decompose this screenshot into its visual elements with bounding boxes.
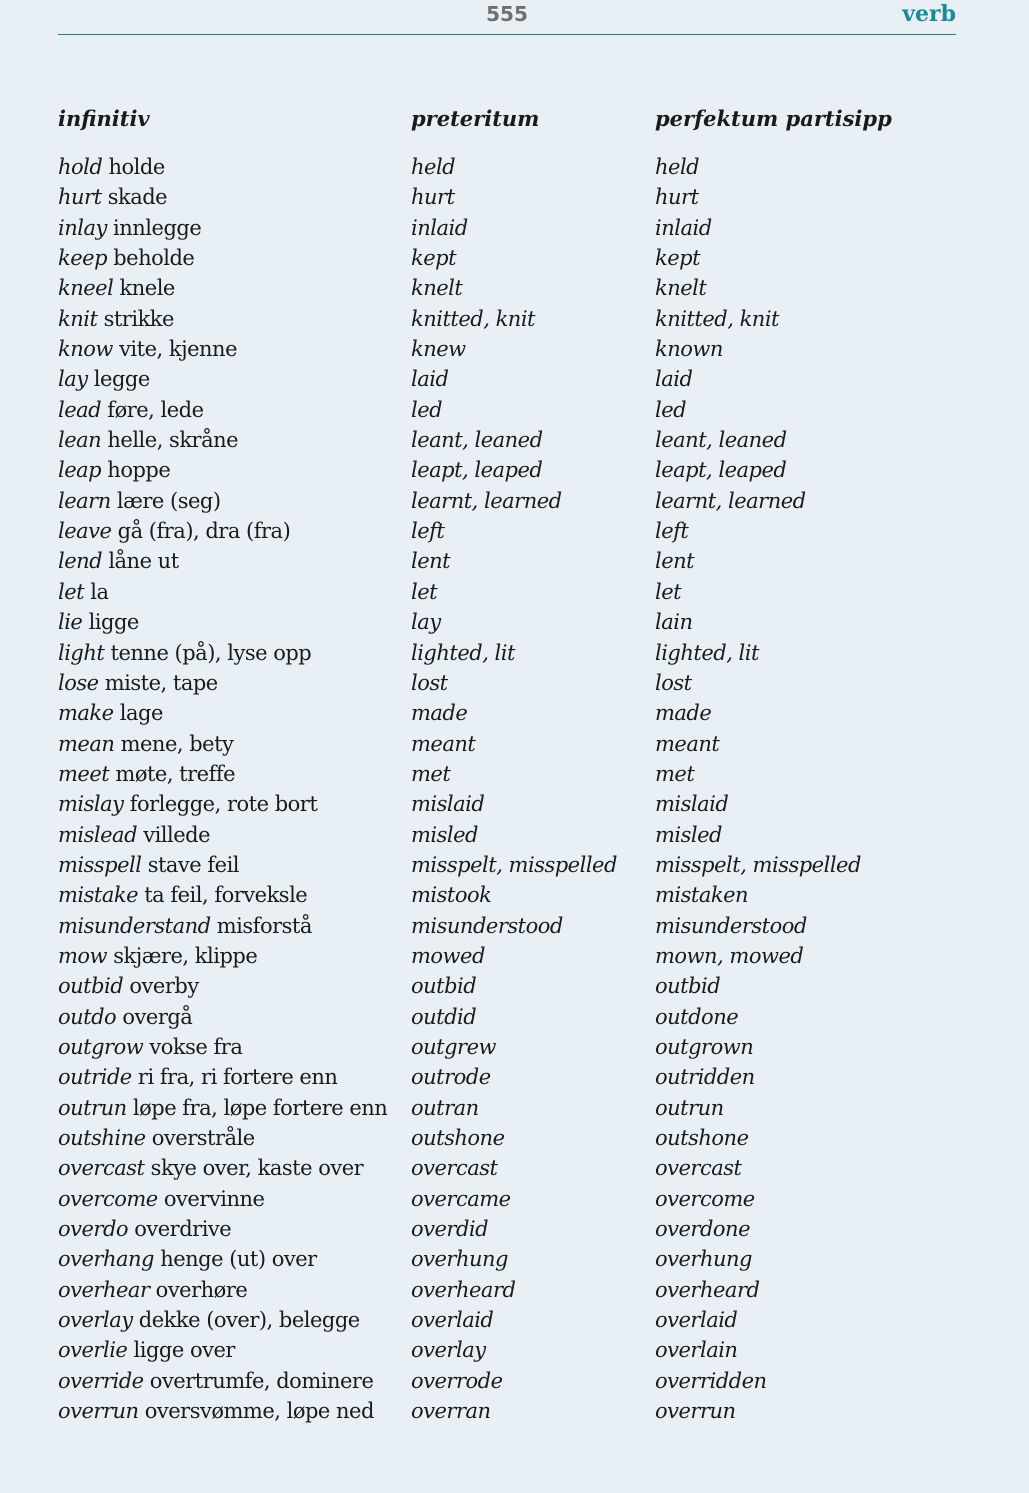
infinitive-cell [58, 273, 175, 303]
past-participle-cell: let [655, 579, 682, 604]
norwegian-translation: stave feil [147, 852, 240, 877]
english-infinitive: hold [58, 155, 103, 179]
norwegian-translation: overhøre [155, 1277, 248, 1302]
past-participle-cell: hurt [655, 185, 699, 210]
infinitive-cell [58, 668, 218, 698]
english-infinitive: mislay [58, 792, 124, 817]
verb-row [0, 425, 1029, 455]
norwegian-translation: helle, skråne [107, 428, 239, 453]
infinitive-cell [58, 1093, 387, 1123]
preterite-cell: outrode [411, 1065, 491, 1090]
preterite-cell: made [411, 701, 468, 726]
infinitive-cell [58, 820, 210, 850]
preterite-cell: misspelt, misspelled [411, 852, 617, 877]
verb-row [0, 971, 1029, 1001]
verb-row [0, 698, 1029, 728]
verb-row [0, 1123, 1029, 1153]
infinitive-cell [58, 395, 204, 425]
infinitive-cell [58, 486, 221, 516]
infinitive-cell [58, 607, 139, 637]
english-infinitive: outbid [58, 974, 124, 999]
past-participle-cell: held [655, 155, 700, 179]
english-infinitive: kneel [58, 276, 114, 301]
preterite-cell: leant, leaned [411, 428, 543, 453]
english-infinitive: lay [58, 367, 88, 392]
english-infinitive: override [58, 1368, 144, 1393]
preterite-cell: met [411, 761, 451, 786]
norwegian-translation: overvinne [163, 1186, 265, 1211]
infinitive-cell [58, 213, 201, 243]
norwegian-translation: skye over, kaste over [150, 1156, 364, 1181]
infinitive-cell [58, 1214, 231, 1244]
english-infinitive: outride [58, 1065, 132, 1090]
english-infinitive: inlay [58, 215, 107, 240]
page-number: 555 [486, 2, 528, 26]
verb-row [0, 1062, 1029, 1092]
preterite-cell: mistook [411, 883, 492, 908]
norwegian-translation: ri fra, ri fortere enn [137, 1065, 338, 1090]
preterite-cell: overdid [411, 1217, 489, 1242]
preterite-cell: kept [411, 246, 457, 271]
infinitive-cell [58, 638, 311, 668]
verb-row [0, 577, 1029, 607]
past-participle-cell: outshone [655, 1126, 749, 1150]
verb-row [0, 638, 1029, 668]
past-participle-cell: meant [655, 731, 720, 756]
norwegian-translation: lære (seg) [116, 488, 221, 513]
past-participle-cell: knitted, knit [655, 306, 779, 331]
past-participle-cell: overhung [655, 1247, 752, 1272]
preterite-cell: overrode [411, 1368, 503, 1393]
english-infinitive: make [58, 701, 114, 726]
norwegian-translation: forlegge, rote bort [129, 792, 318, 817]
infinitive-cell [58, 1366, 373, 1396]
preterite-cell: knelt [411, 276, 463, 301]
infinitive-cell [58, 304, 174, 334]
norwegian-translation: overstråle [151, 1126, 255, 1150]
past-participle-cell: leant, leaned [655, 428, 787, 453]
norwegian-translation: la [90, 579, 109, 604]
english-infinitive: mow [58, 943, 108, 968]
english-infinitive: lend [58, 549, 103, 574]
norwegian-translation: oversvømme, løpe ned [144, 1399, 374, 1424]
preterite-cell: leapt, leaped [411, 458, 543, 483]
preterite-cell: misled [411, 822, 478, 847]
preterite-cell: overhung [411, 1247, 508, 1272]
english-infinitive: leave [58, 519, 112, 544]
past-participle-cell: led [655, 397, 687, 422]
verb-row [0, 304, 1029, 334]
preterite-cell: held [411, 155, 456, 179]
infinitive-cell [58, 941, 257, 971]
preterite-cell: overran [411, 1399, 491, 1424]
norwegian-translation: møte, treffe [115, 761, 236, 786]
english-infinitive: know [58, 337, 113, 362]
infinitive-cell [58, 698, 163, 728]
preterite-cell: inlaid [411, 215, 468, 240]
infinitive-cell [58, 455, 170, 485]
past-participle-cell: mislaid [655, 792, 729, 817]
verb-row [0, 1214, 1029, 1244]
norwegian-translation: villede [143, 822, 211, 847]
past-participle-cell: knelt [655, 276, 707, 301]
norwegian-translation: føre, lede [107, 397, 204, 422]
norwegian-translation: gå (fra), dra (fra) [117, 519, 291, 544]
past-participle-cell: left [655, 519, 689, 544]
past-participle-cell: overrun [655, 1399, 736, 1424]
preterite-cell: mowed [411, 943, 485, 968]
infinitive-cell [58, 1153, 363, 1183]
column-header-past-participle: perfektum partisipp [655, 106, 892, 131]
infinitive-cell [58, 1305, 360, 1335]
past-participle-cell: learnt, learned [655, 488, 806, 513]
column-header-preterite: preteritum [411, 106, 540, 131]
preterite-cell: lost [411, 670, 448, 695]
past-participle-cell: mown, mowed [655, 943, 804, 968]
section-label: verb [902, 1, 956, 27]
verb-row [0, 607, 1029, 637]
verb-row [0, 213, 1029, 243]
verb-row [0, 668, 1029, 698]
preterite-cell: outdid [411, 1004, 477, 1029]
verb-row [0, 395, 1029, 425]
preterite-cell: knitted, knit [411, 306, 535, 331]
norwegian-translation: ligge over [133, 1338, 235, 1363]
verb-row [0, 1305, 1029, 1335]
verb-row [0, 850, 1029, 880]
norwegian-translation: miste, tape [104, 670, 218, 695]
infinitive-cell [58, 1032, 242, 1062]
verb-row [0, 1184, 1029, 1214]
verb-row [0, 911, 1029, 941]
past-participle-cell: lost [655, 670, 692, 695]
norwegian-translation: ligge [88, 610, 139, 635]
norwegian-translation: vokse fra [149, 1034, 243, 1059]
verb-row [0, 759, 1029, 789]
english-infinitive: overhang [58, 1247, 154, 1272]
preterite-cell: outgrew [411, 1034, 496, 1059]
verb-row [0, 1032, 1029, 1062]
infinitive-cell [58, 243, 194, 273]
past-participle-cell: misspelt, misspelled [655, 852, 861, 877]
past-participle-cell: met [655, 761, 695, 786]
preterite-cell: laid [411, 367, 449, 392]
infinitive-cell [58, 729, 233, 759]
verb-row [0, 182, 1029, 212]
norwegian-translation: skade [107, 185, 168, 210]
preterite-cell: lent [411, 549, 451, 574]
past-participle-cell: inlaid [655, 215, 712, 240]
preterite-cell: overlaid [411, 1308, 494, 1333]
past-participle-cell: overcome [655, 1186, 755, 1211]
verb-row [0, 941, 1029, 971]
norwegian-translation: misforstå [216, 913, 312, 938]
past-participle-cell: overlaid [655, 1308, 738, 1333]
verb-row [0, 243, 1029, 273]
english-infinitive: overrun [58, 1399, 139, 1424]
verb-row [0, 1093, 1029, 1123]
english-infinitive: mislead [58, 822, 138, 847]
english-infinitive: light [58, 640, 105, 665]
infinitive-cell [58, 364, 150, 394]
preterite-cell: meant [411, 731, 476, 756]
preterite-cell: learnt, learned [411, 488, 562, 513]
norwegian-translation: tenne (på), lyse opp [110, 640, 312, 665]
infinitive-cell [58, 759, 235, 789]
infinitive-cell [58, 334, 237, 364]
past-participle-cell: outrun [655, 1095, 724, 1120]
english-infinitive: outrun [58, 1095, 127, 1120]
norwegian-translation: overdrive [134, 1217, 232, 1242]
english-infinitive: lead [58, 397, 102, 422]
preterite-cell: overcame [411, 1186, 511, 1211]
infinitive-cell [58, 1244, 317, 1274]
preterite-cell: overcast [411, 1156, 498, 1181]
past-participle-cell: misled [655, 822, 722, 847]
infinitive-cell [58, 152, 165, 182]
infinitive-cell [58, 1002, 192, 1032]
english-infinitive: overhear [58, 1277, 150, 1302]
verb-row [0, 1335, 1029, 1365]
verb-row [0, 820, 1029, 850]
infinitive-cell [58, 1184, 264, 1214]
norwegian-translation: henge (ut) over [160, 1247, 317, 1272]
verb-row [0, 789, 1029, 819]
past-participle-cell: misunderstood [655, 913, 807, 938]
preterite-cell: let [411, 579, 438, 604]
past-participle-cell: made [655, 701, 712, 726]
verb-row [0, 273, 1029, 303]
preterite-cell: mislaid [411, 792, 485, 817]
verb-row [0, 1153, 1029, 1183]
english-infinitive: overlie [58, 1338, 128, 1363]
norwegian-translation: legge [93, 367, 150, 392]
infinitive-cell [58, 516, 290, 546]
english-infinitive: learn [58, 488, 111, 513]
infinitive-cell [58, 1396, 374, 1426]
english-infinitive: overdo [58, 1217, 129, 1242]
norwegian-translation: beholde [113, 246, 195, 271]
preterite-cell: left [411, 519, 445, 544]
past-participle-cell: kept [655, 246, 701, 271]
preterite-cell: knew [411, 337, 466, 362]
english-infinitive: lean [58, 428, 102, 453]
preterite-cell: overlay [411, 1338, 486, 1363]
english-infinitive: hurt [58, 185, 102, 210]
norwegian-translation: låne ut [108, 549, 179, 574]
verb-row [0, 1244, 1029, 1274]
norwegian-translation: dekke (over), belegge [138, 1308, 360, 1333]
norwegian-translation: holde [108, 155, 165, 179]
norwegian-translation: overby [129, 974, 199, 999]
infinitive-cell [58, 1062, 337, 1092]
past-participle-cell: outbid [655, 974, 721, 999]
past-participle-cell: laid [655, 367, 693, 392]
preterite-cell: lay [411, 610, 441, 635]
english-infinitive: misunderstand [58, 913, 211, 938]
verb-row [0, 1275, 1029, 1305]
verb-row [0, 546, 1029, 576]
english-infinitive: leap [58, 458, 102, 483]
preterite-cell: overheard [411, 1277, 516, 1302]
english-infinitive: overcome [58, 1186, 158, 1211]
norwegian-translation: overgå [122, 1004, 193, 1029]
past-participle-cell: lent [655, 549, 695, 574]
english-infinitive: outshine [58, 1126, 146, 1150]
infinitive-cell [58, 911, 312, 941]
infinitive-cell [58, 182, 167, 212]
english-infinitive: overlay [58, 1308, 133, 1333]
norwegian-translation: overtrumfe, dominere [149, 1368, 374, 1393]
preterite-cell: outbid [411, 974, 477, 999]
norwegian-translation: vite, kjenne [119, 337, 238, 362]
column-headers [0, 106, 1029, 136]
verb-row [0, 880, 1029, 910]
column-header-infinitive: infinitiv [58, 106, 150, 131]
norwegian-translation: mene, bety [120, 731, 234, 756]
infinitive-cell [58, 1275, 247, 1305]
past-participle-cell: overlain [655, 1338, 738, 1363]
verb-table [0, 152, 1029, 1426]
verb-row [0, 729, 1029, 759]
past-participle-cell: mistaken [655, 883, 749, 908]
verb-row [0, 152, 1029, 182]
infinitive-cell [58, 789, 317, 819]
english-infinitive: knit [58, 306, 98, 331]
preterite-cell: outran [411, 1095, 479, 1120]
preterite-cell: led [411, 397, 443, 422]
preterite-cell: misunderstood [411, 913, 563, 938]
norwegian-translation: ta feil, forveksle [144, 883, 308, 908]
past-participle-cell: outgrown [655, 1034, 754, 1059]
preterite-cell: outshone [411, 1126, 505, 1150]
norwegian-translation: hoppe [107, 458, 171, 483]
past-participle-cell: overheard [655, 1277, 760, 1302]
verb-row [0, 1396, 1029, 1426]
infinitive-cell [58, 577, 109, 607]
infinitive-cell [58, 971, 199, 1001]
verb-row [0, 334, 1029, 364]
english-infinitive: outgrow [58, 1034, 144, 1059]
past-participle-cell: leapt, leaped [655, 458, 787, 483]
english-infinitive: outdo [58, 1004, 117, 1029]
english-infinitive: overcast [58, 1156, 145, 1181]
past-participle-cell: lighted, lit [655, 640, 759, 665]
norwegian-translation: innlegge [113, 215, 202, 240]
norwegian-translation: lage [119, 701, 163, 726]
english-infinitive: lose [58, 670, 99, 695]
english-infinitive: meet [58, 761, 110, 786]
english-infinitive: misspell [58, 852, 142, 877]
verb-row [0, 516, 1029, 546]
page-header [58, 0, 956, 35]
infinitive-cell [58, 1335, 235, 1365]
english-infinitive: lie [58, 610, 83, 635]
past-participle-cell: overdone [655, 1217, 751, 1242]
norwegian-translation: skjære, klippe [113, 943, 258, 968]
english-infinitive: mistake [58, 883, 139, 908]
infinitive-cell [58, 880, 307, 910]
infinitive-cell [58, 1123, 255, 1153]
verb-row [0, 455, 1029, 485]
past-participle-cell: overridden [655, 1368, 767, 1393]
past-participle-cell: overcast [655, 1156, 742, 1181]
verb-row [0, 364, 1029, 394]
past-participle-cell: lain [655, 610, 693, 635]
norwegian-translation: knele [119, 276, 175, 301]
past-participle-cell: known [655, 337, 723, 362]
infinitive-cell [58, 425, 238, 455]
english-infinitive: keep [58, 246, 108, 271]
norwegian-translation: strikke [103, 306, 174, 331]
infinitive-cell [58, 546, 179, 576]
infinitive-cell [58, 850, 239, 880]
preterite-cell: lighted, lit [411, 640, 515, 665]
norwegian-translation: løpe fra, løpe fortere enn [132, 1095, 388, 1120]
verb-row [0, 486, 1029, 516]
verb-row [0, 1366, 1029, 1396]
verb-row [0, 1002, 1029, 1032]
past-participle-cell: outridden [655, 1065, 755, 1090]
english-infinitive: mean [58, 731, 115, 756]
past-participle-cell: outdone [655, 1004, 739, 1029]
english-infinitive: let [58, 579, 85, 604]
preterite-cell: hurt [411, 185, 455, 210]
